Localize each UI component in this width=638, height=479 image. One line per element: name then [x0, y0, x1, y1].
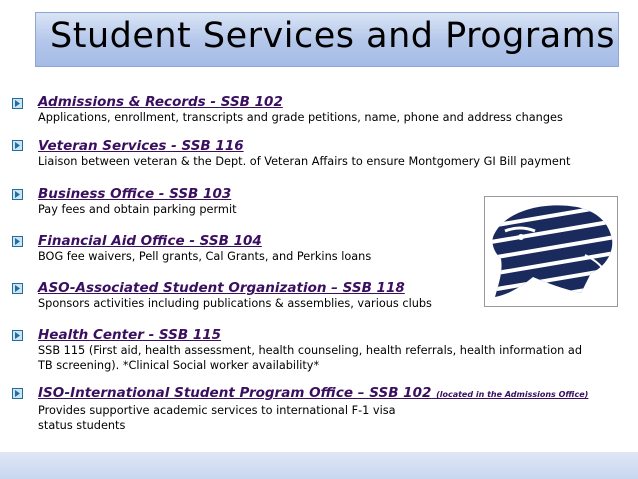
service-heading: ASO-Associated Student Organization – SSB 118: [38, 280, 405, 296]
bullet-icon: [12, 98, 23, 109]
bullet-icon: [12, 283, 23, 294]
service-admissions: [38, 94, 628, 138]
service-veteran: [38, 138, 628, 186]
service-heading: Health Center - SSB 115: [38, 327, 222, 343]
cougar-mascot-icon: [484, 196, 618, 307]
service-international: [38, 385, 628, 433]
bullet-icon: [12, 236, 23, 247]
service-heading: Admissions & Records - SSB 102: [38, 94, 283, 110]
service-description: Sponsors activities including publications & assemblies, various clubs: [38, 297, 432, 310]
bullet-icon: [12, 140, 23, 151]
bullet-icon: [12, 388, 23, 399]
service-description: Pay fees and obtain parking permit: [38, 203, 237, 216]
service-heading: Business Office - SSB 103: [38, 186, 232, 202]
service-health-center: [38, 327, 628, 385]
page-title: Student Services and Programs: [50, 16, 615, 56]
service-description: SSB 115 (First aid, health assessment, health counseling, health referrals, health information ad: [38, 344, 583, 357]
bottom-bar: [0, 452, 638, 479]
service-description: BOG fee waivers, Pell grants, Cal Grants, and Perkins loans: [38, 250, 372, 263]
service-description: Liaison between veteran & the Dept. of Veteran Affairs to ensure Montgomery GI Bill payment: [38, 155, 571, 168]
service-description: status students: [38, 419, 126, 432]
service-heading: Financial Aid Office - SSB 104: [38, 233, 262, 249]
service-description: TB screening). *Clinical Social worker availability*: [38, 359, 320, 372]
service-heading-text: ISO-International Student Program Office – SSB 102: [38, 385, 432, 401]
service-heading: Veteran Services - SSB 116: [38, 138, 244, 154]
bullet-icon: [12, 189, 23, 200]
service-heading: [38, 385, 628, 403]
service-description: Applications, enrollment, transcripts and grade petitions, name, phone and address changes: [38, 111, 563, 124]
bullet-icon: [12, 330, 23, 341]
service-description: Provides supportive academic services to international F-1 visa: [38, 404, 396, 417]
location-note: (located in the Admissions Office): [436, 390, 589, 399]
